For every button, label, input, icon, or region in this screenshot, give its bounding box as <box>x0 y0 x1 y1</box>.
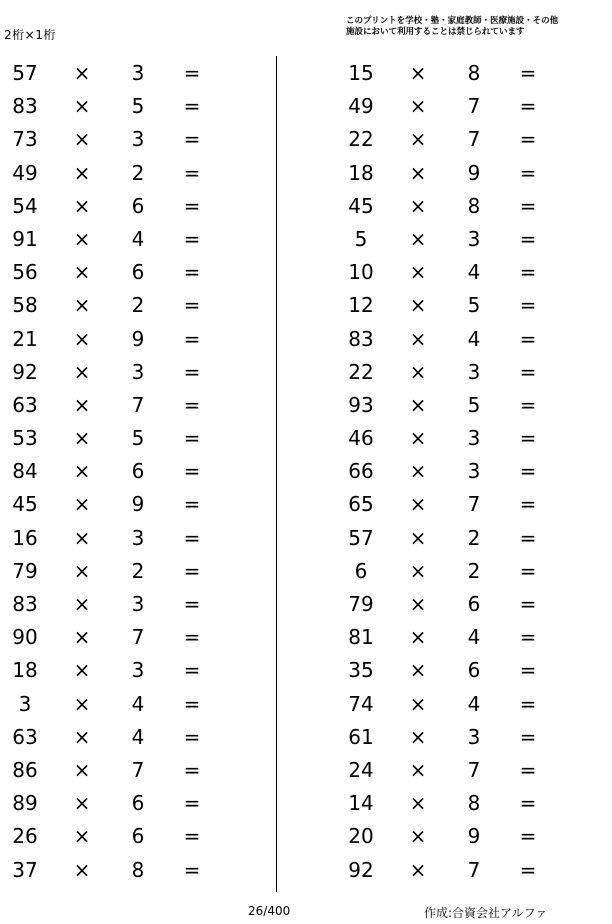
times-sign: × <box>73 61 91 85</box>
problem-row <box>0 555 260 588</box>
multiplicand: 21 <box>12 326 38 351</box>
multiplier: 3 <box>467 724 481 749</box>
multiplicand: 10 <box>348 260 374 285</box>
times-sign: × <box>409 592 427 616</box>
equals-sign: = <box>183 492 201 517</box>
multiplicand: 93 <box>348 392 374 417</box>
multiplier: 7 <box>467 492 481 517</box>
equals-sign: = <box>183 226 201 251</box>
problem-row <box>0 223 260 256</box>
multiplicand: 22 <box>348 359 374 384</box>
problem-row <box>0 588 260 621</box>
multiplier: 3 <box>467 426 481 451</box>
multiplier: 8 <box>131 857 145 882</box>
multiplier: 7 <box>131 757 145 782</box>
multiplicand: 18 <box>348 160 374 185</box>
times-sign: × <box>73 592 91 616</box>
multiplicand: 56 <box>12 260 38 285</box>
equals-sign: = <box>519 824 537 849</box>
problem-row <box>0 157 260 190</box>
times-sign: × <box>409 492 427 517</box>
problem-row <box>0 256 260 289</box>
times-sign: × <box>409 625 427 650</box>
problem-row <box>336 356 596 389</box>
multiplier: 2 <box>467 525 481 550</box>
multiplier: 6 <box>131 459 145 484</box>
times-sign: × <box>73 160 91 185</box>
equals-sign: = <box>183 127 201 152</box>
equals-sign: = <box>519 592 537 616</box>
equals-sign: = <box>183 193 201 218</box>
multiplicand: 89 <box>12 791 38 816</box>
multiplicand: 24 <box>348 757 374 782</box>
equals-sign: = <box>183 592 201 616</box>
equals-sign: = <box>519 160 537 185</box>
problem-row <box>336 90 596 123</box>
equals-sign: = <box>183 426 201 451</box>
times-sign: × <box>73 691 91 716</box>
equals-sign: = <box>183 857 201 882</box>
problem-row <box>336 289 596 322</box>
problem-row <box>336 555 596 588</box>
multiplier: 4 <box>131 724 145 749</box>
multiplier: 8 <box>467 791 481 816</box>
times-sign: × <box>409 757 427 782</box>
equals-sign: = <box>183 658 201 683</box>
equals-sign: = <box>519 127 537 152</box>
multiplier: 3 <box>467 459 481 484</box>
multiplier: 9 <box>467 160 481 185</box>
multiplier: 5 <box>467 293 481 318</box>
problem-row <box>0 323 260 356</box>
multiplier: 2 <box>467 558 481 583</box>
times-sign: × <box>73 857 91 882</box>
times-sign: × <box>409 658 427 683</box>
column-divider <box>276 56 277 892</box>
multiplicand: 12 <box>348 293 374 318</box>
multiplicand: 84 <box>12 459 38 484</box>
multiplicand: 5 <box>354 226 368 251</box>
times-sign: × <box>409 691 427 716</box>
times-sign: × <box>73 94 91 119</box>
times-sign: × <box>409 558 427 583</box>
worksheet-title: 2桁×1桁 <box>4 28 56 42</box>
equals-sign: = <box>183 260 201 285</box>
multiplicand: 83 <box>348 326 374 351</box>
equals-sign: = <box>183 326 201 351</box>
multiplier: 7 <box>467 757 481 782</box>
equals-sign: = <box>519 492 537 517</box>
multiplier: 5 <box>131 426 145 451</box>
page-number: 26/400 <box>248 904 291 918</box>
multiplier: 9 <box>467 824 481 849</box>
equals-sign: = <box>183 459 201 484</box>
equals-sign: = <box>519 757 537 782</box>
equals-sign: = <box>183 525 201 550</box>
equals-sign: = <box>519 625 537 650</box>
problem-row <box>336 190 596 223</box>
multiplier: 5 <box>131 94 145 119</box>
multiplier: 4 <box>131 226 145 251</box>
problem-row <box>336 223 596 256</box>
multiplicand: 63 <box>12 724 38 749</box>
multiplier: 3 <box>131 592 145 616</box>
multiplicand: 18 <box>12 658 38 683</box>
multiplicand: 58 <box>12 293 38 318</box>
equals-sign: = <box>519 791 537 816</box>
times-sign: × <box>409 459 427 484</box>
times-sign: × <box>73 260 91 285</box>
equals-sign: = <box>519 260 537 285</box>
problem-row <box>336 688 596 721</box>
multiplier: 6 <box>131 260 145 285</box>
times-sign: × <box>409 359 427 384</box>
times-sign: × <box>409 226 427 251</box>
multiplier: 7 <box>131 625 145 650</box>
problem-row <box>0 57 260 90</box>
problem-row <box>336 588 596 621</box>
problem-row <box>336 323 596 356</box>
author-credit: 作成:合資会社アルファ <box>424 906 548 920</box>
times-sign: × <box>409 94 427 119</box>
problem-row <box>0 488 260 521</box>
multiplicand: 83 <box>12 592 38 616</box>
problem-row <box>336 721 596 754</box>
problem-row <box>0 123 260 156</box>
equals-sign: = <box>519 94 537 119</box>
multiplier: 2 <box>131 160 145 185</box>
multiplicand: 61 <box>348 724 374 749</box>
multiplier: 3 <box>131 61 145 85</box>
equals-sign: = <box>183 160 201 185</box>
problem-row <box>0 854 260 887</box>
multiplier: 3 <box>131 658 145 683</box>
times-sign: × <box>73 791 91 816</box>
times-sign: × <box>409 193 427 218</box>
problem-row <box>336 787 596 820</box>
problem-row <box>336 455 596 488</box>
problem-row <box>336 522 596 555</box>
multiplicand: 14 <box>348 791 374 816</box>
multiplier: 5 <box>467 392 481 417</box>
times-sign: × <box>73 757 91 782</box>
times-sign: × <box>73 293 91 318</box>
multiplicand: 81 <box>348 625 374 650</box>
equals-sign: = <box>519 558 537 583</box>
equals-sign: = <box>519 525 537 550</box>
multiplier: 6 <box>131 193 145 218</box>
times-sign: × <box>73 326 91 351</box>
times-sign: × <box>409 824 427 849</box>
problem-row <box>0 455 260 488</box>
multiplier: 7 <box>131 392 145 417</box>
equals-sign: = <box>183 392 201 417</box>
problem-row <box>336 422 596 455</box>
multiplier: 8 <box>467 193 481 218</box>
times-sign: × <box>73 193 91 218</box>
problem-row <box>336 389 596 422</box>
problem-row <box>0 422 260 455</box>
multiplicand: 54 <box>12 193 38 218</box>
multiplicand: 57 <box>348 525 374 550</box>
times-sign: × <box>73 127 91 152</box>
multiplicand: 92 <box>348 857 374 882</box>
equals-sign: = <box>519 658 537 683</box>
problem-row <box>0 787 260 820</box>
problem-row <box>0 90 260 123</box>
times-sign: × <box>73 824 91 849</box>
multiplicand: 15 <box>348 61 374 85</box>
equals-sign: = <box>519 426 537 451</box>
times-sign: × <box>73 459 91 484</box>
times-sign: × <box>409 160 427 185</box>
multiplicand: 3 <box>18 691 32 716</box>
multiplier: 2 <box>131 293 145 318</box>
multiplicand: 83 <box>12 94 38 119</box>
multiplicand: 49 <box>348 94 374 119</box>
multiplier: 7 <box>467 857 481 882</box>
problem-row <box>0 356 260 389</box>
times-sign: × <box>409 791 427 816</box>
times-sign: × <box>73 525 91 550</box>
problem-row <box>336 621 596 654</box>
multiplicand: 46 <box>348 426 374 451</box>
times-sign: × <box>409 392 427 417</box>
multiplier: 3 <box>131 359 145 384</box>
times-sign: × <box>409 127 427 152</box>
equals-sign: = <box>183 691 201 716</box>
times-sign: × <box>409 293 427 318</box>
problem-row <box>0 721 260 754</box>
multiplicand: 65 <box>348 492 374 517</box>
equals-sign: = <box>183 791 201 816</box>
equals-sign: = <box>519 193 537 218</box>
problem-row <box>336 754 596 787</box>
multiplicand: 16 <box>12 525 38 550</box>
multiplicand: 66 <box>348 459 374 484</box>
multiplicand: 22 <box>348 127 374 152</box>
multiplier: 3 <box>131 525 145 550</box>
problem-row <box>0 688 260 721</box>
multiplicand: 45 <box>12 492 38 517</box>
multiplier: 2 <box>131 558 145 583</box>
equals-sign: = <box>183 724 201 749</box>
multiplier: 4 <box>467 260 481 285</box>
times-sign: × <box>73 558 91 583</box>
multiplicand: 20 <box>348 824 374 849</box>
equals-sign: = <box>519 359 537 384</box>
problem-row <box>336 488 596 521</box>
equals-sign: = <box>183 558 201 583</box>
problem-row <box>0 654 260 687</box>
equals-sign: = <box>519 459 537 484</box>
multiplier: 8 <box>467 61 481 85</box>
times-sign: × <box>73 724 91 749</box>
multiplicand: 90 <box>12 625 38 650</box>
times-sign: × <box>409 260 427 285</box>
multiplicand: 92 <box>12 359 38 384</box>
problem-row <box>0 522 260 555</box>
problem-column-right <box>336 57 596 887</box>
multiplier: 3 <box>467 226 481 251</box>
times-sign: × <box>409 326 427 351</box>
problem-row <box>336 654 596 687</box>
multiplicand: 35 <box>348 658 374 683</box>
equals-sign: = <box>519 326 537 351</box>
problem-row <box>0 190 260 223</box>
multiplier: 3 <box>131 127 145 152</box>
multiplier: 6 <box>467 658 481 683</box>
times-sign: × <box>73 226 91 251</box>
multiplicand: 37 <box>12 857 38 882</box>
multiplier: 4 <box>467 625 481 650</box>
problem-row <box>336 157 596 190</box>
times-sign: × <box>409 525 427 550</box>
multiplier: 9 <box>131 326 145 351</box>
multiplier: 4 <box>467 326 481 351</box>
multiplicand: 45 <box>348 193 374 218</box>
times-sign: × <box>409 724 427 749</box>
times-sign: × <box>409 61 427 85</box>
problem-row <box>0 820 260 853</box>
equals-sign: = <box>183 94 201 119</box>
multiplier: 9 <box>131 492 145 517</box>
problem-row <box>336 820 596 853</box>
usage-notice: このプリントを学校・塾・家庭教師・医療施設・その他 施設において利用することは禁じられています <box>346 16 559 37</box>
problem-row <box>336 256 596 289</box>
problem-row <box>0 289 260 322</box>
equals-sign: = <box>519 691 537 716</box>
multiplicand: 79 <box>348 592 374 616</box>
multiplier: 7 <box>467 94 481 119</box>
multiplicand: 6 <box>354 558 368 583</box>
equals-sign: = <box>183 625 201 650</box>
multiplicand: 86 <box>12 757 38 782</box>
problem-row <box>336 123 596 156</box>
times-sign: × <box>73 426 91 451</box>
problem-row <box>0 754 260 787</box>
equals-sign: = <box>519 392 537 417</box>
multiplicand: 63 <box>12 392 38 417</box>
problem-row <box>0 621 260 654</box>
multiplicand: 79 <box>12 558 38 583</box>
multiplier: 4 <box>467 691 481 716</box>
equals-sign: = <box>183 824 201 849</box>
times-sign: × <box>73 392 91 417</box>
multiplicand: 26 <box>12 824 38 849</box>
multiplicand: 73 <box>12 127 38 152</box>
multiplier: 6 <box>467 592 481 616</box>
equals-sign: = <box>183 61 201 85</box>
equals-sign: = <box>183 293 201 318</box>
times-sign: × <box>73 625 91 650</box>
times-sign: × <box>73 658 91 683</box>
times-sign: × <box>73 492 91 517</box>
equals-sign: = <box>183 359 201 384</box>
multiplier: 3 <box>467 359 481 384</box>
times-sign: × <box>73 359 91 384</box>
equals-sign: = <box>519 857 537 882</box>
problem-column-left <box>0 57 260 887</box>
times-sign: × <box>409 857 427 882</box>
multiplier: 7 <box>467 127 481 152</box>
problem-row <box>336 57 596 90</box>
multiplicand: 49 <box>12 160 38 185</box>
equals-sign: = <box>519 61 537 85</box>
multiplier: 6 <box>131 824 145 849</box>
multiplier: 6 <box>131 791 145 816</box>
problem-row <box>336 854 596 887</box>
problem-row <box>0 389 260 422</box>
multiplicand: 53 <box>12 426 38 451</box>
multiplier: 4 <box>131 691 145 716</box>
equals-sign: = <box>519 226 537 251</box>
equals-sign: = <box>183 757 201 782</box>
equals-sign: = <box>519 724 537 749</box>
multiplicand: 57 <box>12 61 38 85</box>
multiplicand: 74 <box>348 691 374 716</box>
equals-sign: = <box>519 293 537 318</box>
multiplicand: 91 <box>12 226 38 251</box>
times-sign: × <box>409 426 427 451</box>
